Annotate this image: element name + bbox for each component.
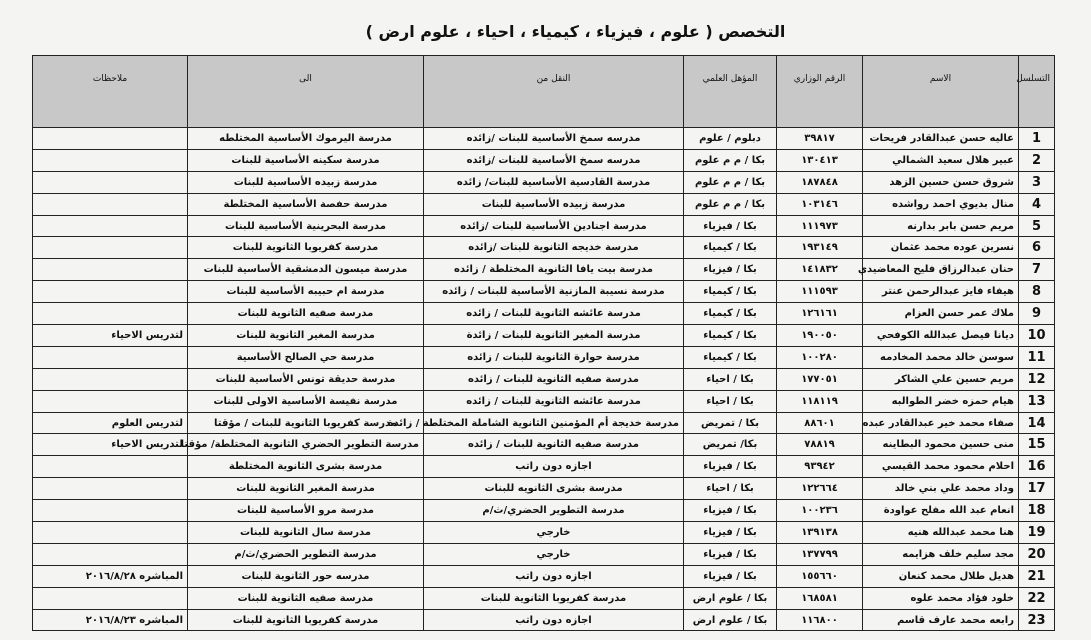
cell-qualification: بكا / م م علوم [684, 149, 777, 171]
cell-name: مجد سليم خلف هزايمه [863, 543, 1019, 565]
cell-ministerial-no: ١١٦٨٠٠ [777, 609, 863, 631]
cell-to: مدرسة التطوير الحضري الثانوية المختلطة/ مؤقتا [188, 434, 424, 456]
cell-to: مدرسة حديقة تونس الأساسية للبنات [188, 368, 424, 390]
cell-ministerial-no: ١٧٧٠٥١ [777, 368, 863, 390]
cell-qualification: بكا / احياء [684, 368, 777, 390]
cell-serial: 15 [1019, 434, 1055, 456]
cell-ministerial-no: ١٠٠٢٣٦ [777, 500, 863, 522]
cell-name: هنا محمد عبدالله هنيه [863, 522, 1019, 544]
cell-qualification: بكا / كيمياء [684, 237, 777, 259]
table-row [33, 500, 1055, 522]
cell-to: مدرسة ميسون الدمشقية الأساسية للبنات [188, 259, 424, 281]
cell-notes [33, 303, 188, 325]
cell-transferred-from: مدرسة عائشه الثانوية للبنات / زائده [424, 303, 684, 325]
cell-ministerial-no: ٧٨٨١٩ [777, 434, 863, 456]
table-row [33, 587, 1055, 609]
cell-notes [33, 259, 188, 281]
cell-name: خلود فؤاد محمد علوه [863, 587, 1019, 609]
cell-ministerial-no: ٩٣٩٤٢ [777, 456, 863, 478]
cell-transferred-from: مدرسة صفيه الثانوية للبنات / زائده [424, 368, 684, 390]
cell-name: هديل طلال محمد كنعان [863, 565, 1019, 587]
cell-to: مدرسة زبيده الأساسية للبنات [188, 171, 424, 193]
cell-serial: 16 [1019, 456, 1055, 478]
cell-name: عبير هلال سعيد الشمالي [863, 149, 1019, 171]
table-row [33, 149, 1055, 171]
cell-serial: 7 [1019, 259, 1055, 281]
cell-ministerial-no: ١٩٣١٤٩ [777, 237, 863, 259]
cell-transferred-from: مدرسة خديجة أم المؤمنين الثانوية الشاملة المختلطة / زائدة [424, 412, 684, 434]
table-row [33, 237, 1055, 259]
table-row [33, 609, 1055, 631]
cell-transferred-from: مدرسة نسيبة المازنية الأساسية للبنات / زائده [424, 281, 684, 303]
cell-serial: 4 [1019, 193, 1055, 215]
cell-transferred-from: مدرسة بشرى الثانويه للبنات [424, 478, 684, 500]
cell-to: مدرسة صفيه الثانوية للبنات [188, 303, 424, 325]
cell-ministerial-no: ٨٨٦٠١ [777, 412, 863, 434]
header-serial: التسلسل [1019, 56, 1055, 128]
cell-transferred-from: مدرسة صفيه الثانوية للبنات / زائده [424, 434, 684, 456]
transfer-table [32, 55, 1055, 631]
cell-notes [33, 522, 188, 544]
cell-serial: 11 [1019, 346, 1055, 368]
cell-name: نسرين عوده محمد عثمان [863, 237, 1019, 259]
cell-serial: 20 [1019, 543, 1055, 565]
table-row [33, 412, 1055, 434]
cell-notes [33, 456, 188, 478]
cell-name: رابعه محمد عارف قاسم [863, 609, 1019, 631]
cell-name: هيفاء فايز عبدالرحمن عنتر [863, 281, 1019, 303]
cell-to: مدرسة التطوير الحضري/ث/م [188, 543, 424, 565]
cell-qualification: دبلوم / علوم [684, 128, 777, 150]
cell-notes [33, 149, 188, 171]
cell-to: مدرسة بشرى الثانوية المختلطة [188, 456, 424, 478]
cell-serial: 22 [1019, 587, 1055, 609]
cell-qualification: بكا / تمريض [684, 412, 777, 434]
header-to: الى [188, 56, 424, 128]
cell-qualification: بكا / فيزياء [684, 259, 777, 281]
cell-qualification: بكا / علوم ارض [684, 587, 777, 609]
cell-transferred-from: اجازه دون راتب [424, 565, 684, 587]
cell-ministerial-no: ١١١٩٧٣ [777, 215, 863, 237]
cell-ministerial-no: ١٢٢٦٦٤ [777, 478, 863, 500]
table-row [33, 390, 1055, 412]
cell-transferred-from: مدرسة اجنادين الأساسية للبنات /زائده [424, 215, 684, 237]
cell-serial: 2 [1019, 149, 1055, 171]
table-body [33, 128, 1055, 631]
transfer-table-container [32, 55, 1054, 631]
cell-ministerial-no: ١١٨١١٩ [777, 390, 863, 412]
table-row [33, 456, 1055, 478]
cell-transferred-from: مدرسة خديجه الثانوية للبنات /زائده [424, 237, 684, 259]
cell-notes [33, 368, 188, 390]
cell-notes [33, 587, 188, 609]
cell-ministerial-no: ١٣٩١٣٨ [777, 522, 863, 544]
cell-qualification: بكا / م م علوم [684, 171, 777, 193]
header-ministerial-no: الرقم الوزاري [777, 56, 863, 128]
cell-ministerial-no: ١٤١٨٣٢ [777, 259, 863, 281]
cell-notes [33, 128, 188, 150]
cell-to: مدرسه حور الثانوية للبنات [188, 565, 424, 587]
table-row [33, 193, 1055, 215]
table-row [33, 565, 1055, 587]
cell-serial: 13 [1019, 390, 1055, 412]
cell-ministerial-no: ١٦٨٥٨١ [777, 587, 863, 609]
table-row [33, 478, 1055, 500]
cell-serial: 6 [1019, 237, 1055, 259]
cell-to: مدرسة البحرينية الأساسية للبنات [188, 215, 424, 237]
cell-name: ديانا فيصل عبدالله الكوفحي [863, 325, 1019, 347]
cell-serial: 5 [1019, 215, 1055, 237]
cell-qualification: بكا / احياء [684, 390, 777, 412]
cell-transferred-from: مدرسة بيت يافا الثانوية المختلطة / زائده [424, 259, 684, 281]
cell-qualification: بكا / كيمياء [684, 281, 777, 303]
cell-ministerial-no: ١٩٠٠٥٠ [777, 325, 863, 347]
table-header-row [33, 56, 1055, 128]
cell-notes [33, 500, 188, 522]
table-row [33, 434, 1055, 456]
cell-notes [33, 193, 188, 215]
cell-transferred-from: مدرسة المغير الثانوية للبنات / زائدة [424, 325, 684, 347]
cell-notes [33, 237, 188, 259]
cell-qualification: بكا / فيزياء [684, 522, 777, 544]
header-qualification: المؤهل العلمي [684, 56, 777, 128]
cell-to: مدرسة مرو الأساسية للبنات [188, 500, 424, 522]
cell-name: مريم حسن بابر بدارنه [863, 215, 1019, 237]
cell-qualification: بكا/ تمريض [684, 434, 777, 456]
cell-serial: 21 [1019, 565, 1055, 587]
cell-notes [33, 478, 188, 500]
cell-qualification: بكا / كيمياء [684, 303, 777, 325]
cell-notes [33, 215, 188, 237]
cell-to: مدرسة كفريوبا الثانوية للبنات [188, 237, 424, 259]
page-title: التخصص ( علوم ، فيزياء ، كيمياء ، احياء ، علوم ارض ) [365, 22, 786, 41]
cell-ministerial-no: ١٣٧٧٩٩ [777, 543, 863, 565]
cell-name: عاليه حسن عبدالقادر فريحات [863, 128, 1019, 150]
cell-serial: 19 [1019, 522, 1055, 544]
cell-serial: 23 [1019, 609, 1055, 631]
cell-serial: 3 [1019, 171, 1055, 193]
cell-name: انعام عبد الله مفلح عواودة [863, 500, 1019, 522]
cell-name: منى حسين محمود البطاينه [863, 434, 1019, 456]
cell-name: منال بديوي احمد رواشده [863, 193, 1019, 215]
cell-name: هيام حمزه خضر الطوالبه [863, 390, 1019, 412]
table-row [33, 128, 1055, 150]
cell-notes [33, 543, 188, 565]
cell-qualification: بكا / كيمياء [684, 346, 777, 368]
cell-name: مريم حسين علي الشاكر [863, 368, 1019, 390]
header-notes: ملاحظات [33, 56, 188, 128]
cell-to: مدرسة سال الثانوية للبنات [188, 522, 424, 544]
cell-notes [33, 346, 188, 368]
cell-serial: 10 [1019, 325, 1055, 347]
table-row [33, 522, 1055, 544]
cell-qualification: بكا / علوم ارض [684, 609, 777, 631]
cell-notes [33, 281, 188, 303]
cell-serial: 8 [1019, 281, 1055, 303]
table-row [33, 346, 1055, 368]
cell-qualification: بكا / فيزياء [684, 215, 777, 237]
cell-ministerial-no: ١٣٠٤١٣ [777, 149, 863, 171]
cell-name: صفاء محمد خير عبدالقادر عبده [863, 412, 1019, 434]
cell-notes [33, 171, 188, 193]
table-row [33, 303, 1055, 325]
cell-serial: 17 [1019, 478, 1055, 500]
cell-name: شروق حسن حسين الزهد [863, 171, 1019, 193]
cell-transferred-from: خارجي [424, 522, 684, 544]
cell-transferred-from: مدرسة التطوير الحضري/ث/م [424, 500, 684, 522]
cell-notes: لتدريس الاحياء [33, 434, 188, 456]
cell-ministerial-no: ٣٩٨١٧ [777, 128, 863, 150]
header-name: الاسم [863, 56, 1019, 128]
cell-transferred-from: مدرسه سمخ الأساسية للبنات /زائده [424, 128, 684, 150]
cell-name: ملاك عمر حسن العزام [863, 303, 1019, 325]
table-row [33, 368, 1055, 390]
cell-qualification: بكا / كيمياء [684, 325, 777, 347]
cell-transferred-from: مدرسة زبيده الأساسية للبنات [424, 193, 684, 215]
cell-to: مدرسة حفصة الأساسية المختلطة [188, 193, 424, 215]
cell-to: مدرسة صفيه الثانوية للبنات [188, 587, 424, 609]
table-row [33, 543, 1055, 565]
table-row [33, 281, 1055, 303]
cell-notes: لتدريس العلوم [33, 412, 188, 434]
cell-name: حنان عبدالرزاق فليح المعاضيدي [863, 259, 1019, 281]
cell-qualification: بكا / م م علوم [684, 193, 777, 215]
cell-ministerial-no: ١١١٥٩٣ [777, 281, 863, 303]
cell-to: مدرسة حي الصالح الأساسية [188, 346, 424, 368]
cell-to: مدرسة سكينه الأساسية للبنات [188, 149, 424, 171]
cell-transferred-from: مدرسة كفريوبا الثانوية للبنات [424, 587, 684, 609]
cell-transferred-from: اجازه دون راتب [424, 609, 684, 631]
cell-transferred-from: مدرسة عائشه الثانوية للبنات / زائده [424, 390, 684, 412]
cell-name: وداد محمد علي بني خالد [863, 478, 1019, 500]
cell-transferred-from: خارجي [424, 543, 684, 565]
table-row [33, 259, 1055, 281]
cell-serial: 14 [1019, 412, 1055, 434]
cell-notes [33, 390, 188, 412]
cell-serial: 9 [1019, 303, 1055, 325]
cell-name: سوسن خالد محمد المخادمه [863, 346, 1019, 368]
cell-ministerial-no: ١٠٠٢٨٠ [777, 346, 863, 368]
cell-to: مدرسة المغير الثانوية للبنات [188, 478, 424, 500]
table-row [33, 215, 1055, 237]
cell-serial: 18 [1019, 500, 1055, 522]
cell-name: احلام محمود محمد القيسي [863, 456, 1019, 478]
cell-transferred-from: مدرسة حوارة الثانوية للبنات / زائده [424, 346, 684, 368]
cell-qualification: بكا / فيزياء [684, 565, 777, 587]
cell-to: مدرسة كفريوبا الثانوية للبنات / مؤقتا [188, 412, 424, 434]
cell-transferred-from: اجازه دون راتب [424, 456, 684, 478]
cell-to: مدرسة ام حبيبه الأساسية للبنات [188, 281, 424, 303]
cell-qualification: بكا / فيزياء [684, 456, 777, 478]
table-row [33, 325, 1055, 347]
table-row [33, 171, 1055, 193]
cell-ministerial-no: ١٨٧٨٤٨ [777, 171, 863, 193]
cell-to: مدرسة المغير الثانوية للبنات [188, 325, 424, 347]
cell-serial: 1 [1019, 128, 1055, 150]
cell-notes: المباشره ٢٠١٦/٨/٢٣ [33, 609, 188, 631]
cell-ministerial-no: ١٠٣١٤٦ [777, 193, 863, 215]
header-transferred-from: النقل من [424, 56, 684, 128]
cell-qualification: بكا / احياء [684, 478, 777, 500]
cell-notes: المباشره ٢٠١٦/٨/٢٨ [33, 565, 188, 587]
cell-qualification: بكا / فيزياء [684, 543, 777, 565]
cell-transferred-from: مدرسه سمخ الأساسية للبنات /زائده [424, 149, 684, 171]
cell-serial: 12 [1019, 368, 1055, 390]
cell-qualification: بكا / فيزياء [684, 500, 777, 522]
cell-ministerial-no: ١٢٦١٦١ [777, 303, 863, 325]
cell-transferred-from: مدرسة القادسية الأساسية للبنات/ زائده [424, 171, 684, 193]
cell-to: مدرسة نفيسة الأساسية الاولى للبنات [188, 390, 424, 412]
cell-to: مدرسة اليرموك الأساسية المختلطه [188, 128, 424, 150]
cell-to: مدرسة كفريوبا الثانوية للبنات [188, 609, 424, 631]
cell-ministerial-no: ١٥٥٦٦٠ [777, 565, 863, 587]
cell-notes: لتدريس الاحياء [33, 325, 188, 347]
